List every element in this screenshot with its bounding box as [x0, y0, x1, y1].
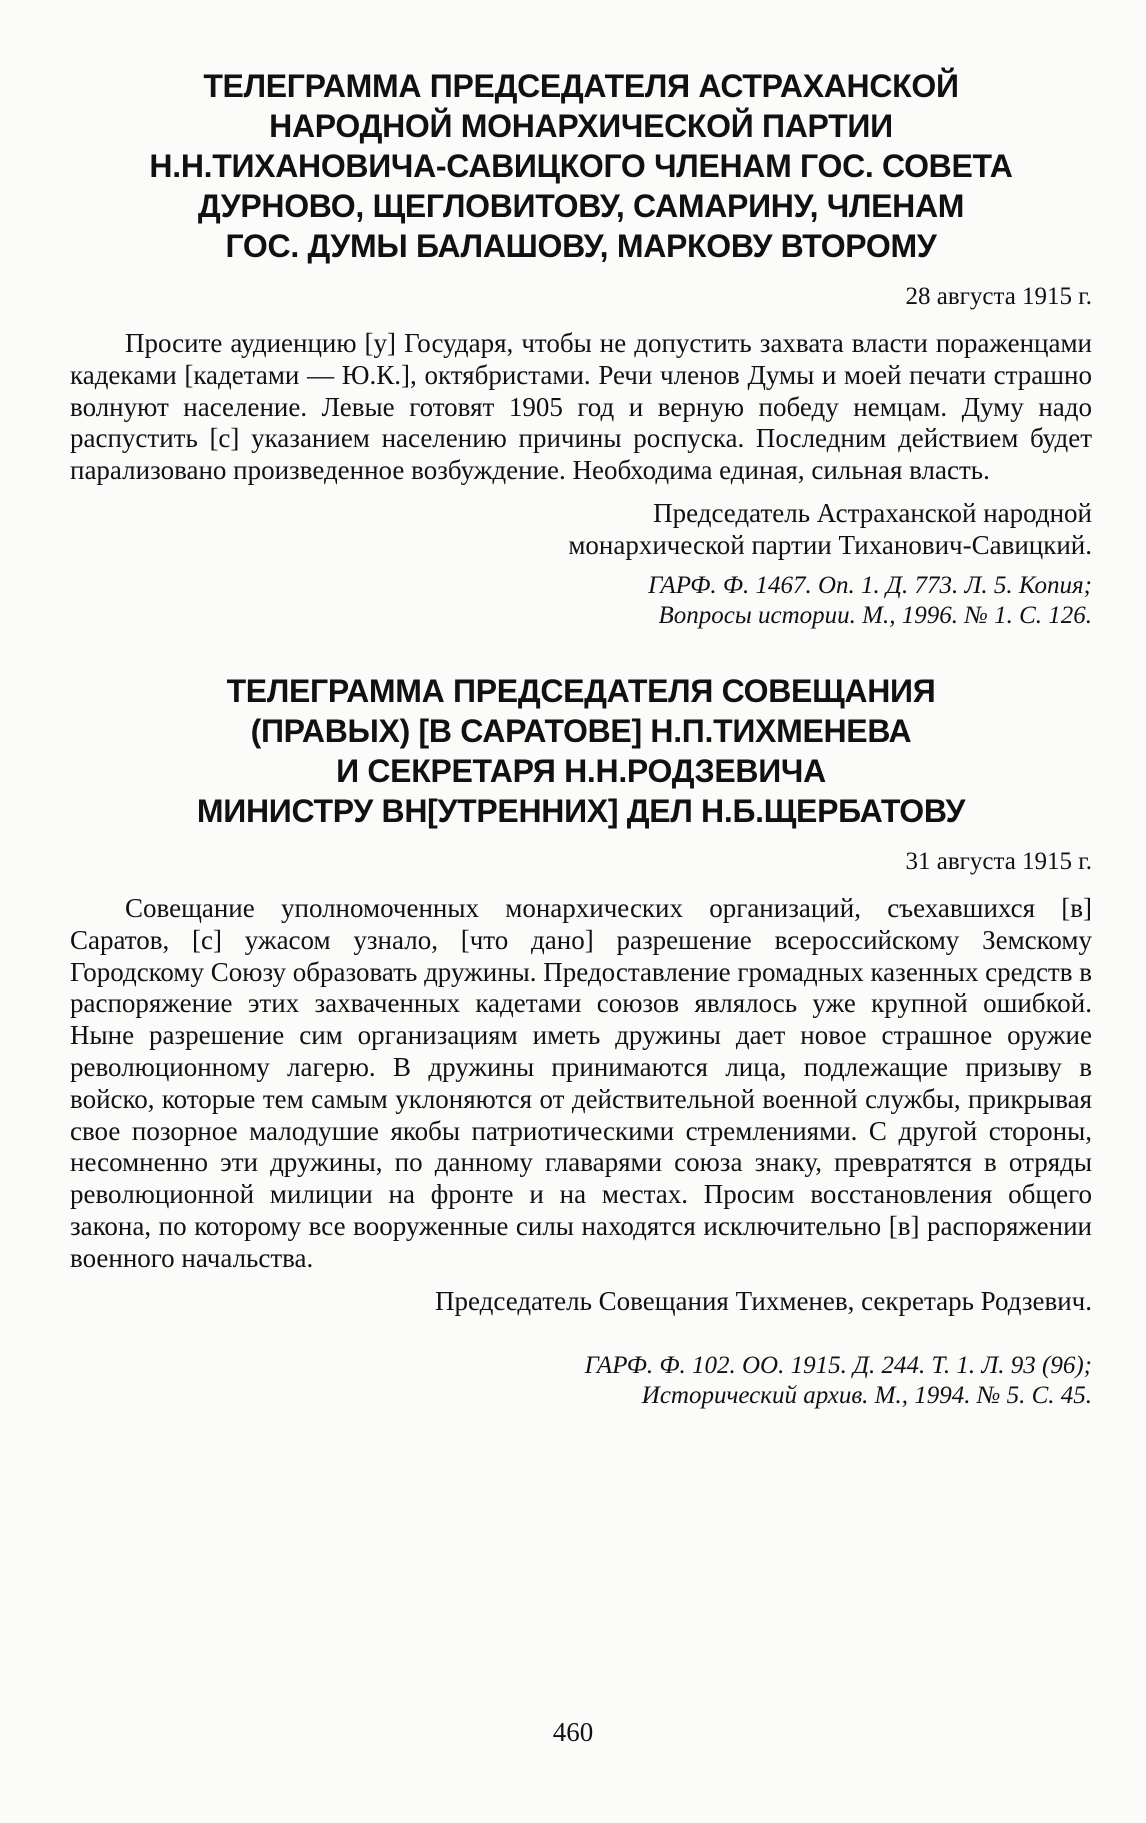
document-2-title-line: ТЕЛЕГРАММА ПРЕДСЕДАТЕЛЯ СОВЕЩАНИЯ — [226, 672, 936, 709]
document-1-date: 28 августа 1915 г. — [905, 283, 1092, 310]
document-1-source — [70, 571, 1092, 631]
page-number: 460 — [552, 1717, 594, 1747]
document-1-title-line: ТЕЛЕГРАММА ПРЕДСЕДАТЕЛЯ АСТРАХАНСКОЙ — [203, 68, 959, 104]
document-2-body: Совещание уполномоченных монархических организаций, съехавшихся [в] Саратов, [с] ужасом узнало, [что дано] разрешение всероссийскому Земскому Городскому Союзу образовать дружины. Предоставление громадных казенных средств в распоряжение этих захваченных кадетами союзов являлось уже крупной ошибкой. Ныне разрешение сим организациям иметь дружины дает новое страшное оружие революционному лагерю. В дружины принимаются лица, подлежащие призыву в войско, которые тем самым уклоняются от действительной военной службы, прикрывая свое позорное малодушие якобы патриотическими стремлениями. С другой стороны, несомненно эти дружины, по данному главарями союза знаку, превратятся в отряды революционной милиции на фронте и на местах. Просим восстановления общего закона, по которому все вооруженные силы находятся исключительно [в] распоряжении военного начальства. — [70, 892, 1092, 1273]
document-1-title-line: ГОС. ДУМЫ БАЛАШОВУ, МАРКОВУ ВТОРОМУ — [225, 228, 937, 264]
document-1-title-line: Н.Н.ТИХАНОВИЧА-САВИЦКОГО ЧЛЕНАМ ГОС. СОВЕТА — [149, 148, 1013, 184]
document-telegram-2 — [70, 671, 1092, 1411]
document-2-source — [70, 1351, 1092, 1411]
document-2-title-line: (ПРАВЫХ) [В САРАТОВЕ] Н.П.ТИХМЕНЕВА — [250, 712, 912, 749]
document-2-title-line: МИНИСТРУ ВН[УТРЕННИХ] ДЕЛ Н.Б.ЩЕРБАТОВУ — [196, 792, 966, 829]
page-content — [70, 66, 1092, 1411]
document-2-title-line: И СЕКРЕТАРЯ Н.Н.РОДЗЕВИЧА — [336, 752, 826, 789]
document-2-source-line: ГАРФ. Ф. 102. ОО. 1915. Д. 244. Т. 1. Л. 93 (96); — [584, 1351, 1092, 1379]
document-1-signature-line: Председатель Астраханской народной — [653, 497, 1092, 528]
document-2-signature — [70, 1285, 1092, 1317]
document-telegram-1 — [70, 66, 1092, 631]
document-1-title-line: ДУРНОВО, ЩЕГЛОВИТОВУ, САМАРИНУ, ЧЛЕНАМ — [197, 188, 965, 224]
document-1-title — [70, 66, 1092, 266]
document-2-source-line: Исторический архив. М., 1994. № 5. С. 45. — [641, 1381, 1092, 1409]
document-1-title-line: НАРОДНОЙ МОНАРХИЧЕСКОЙ ПАРТИИ — [269, 108, 893, 144]
document-2-signature-line: Председатель Совещания Тихменев, секретарь Родзевич. — [435, 1285, 1092, 1316]
document-2-title — [70, 671, 1092, 831]
document-1-body: Просите аудиенцию [у] Государя, чтобы не допустить захвата власти пораженцами кадеками [кадетами — Ю.К.], октябристами. Речи членов Думы и моей печати страшно волнуют население. Левые готовят 1905 год и верную победу немцам. Думу надо распустить [с] указанием населению причины роспуска. Последним действием будет парализовано произведенное возбуждение. Необходима единая, сильная власть. — [70, 328, 1092, 486]
document-1-source-line: Вопросы истории. М., 1996. № 1. С. 126. — [658, 601, 1092, 629]
document-1-source-line: ГАРФ. Ф. 1467. Оп. 1. Д. 773. Л. 5. Копия; — [648, 571, 1092, 599]
document-2-date: 31 августа 1915 г. — [905, 847, 1092, 875]
document-1-signature-line: монархической партии Тиханович-Савицкий. — [568, 529, 1092, 560]
document-1-signature — [70, 497, 1092, 561]
